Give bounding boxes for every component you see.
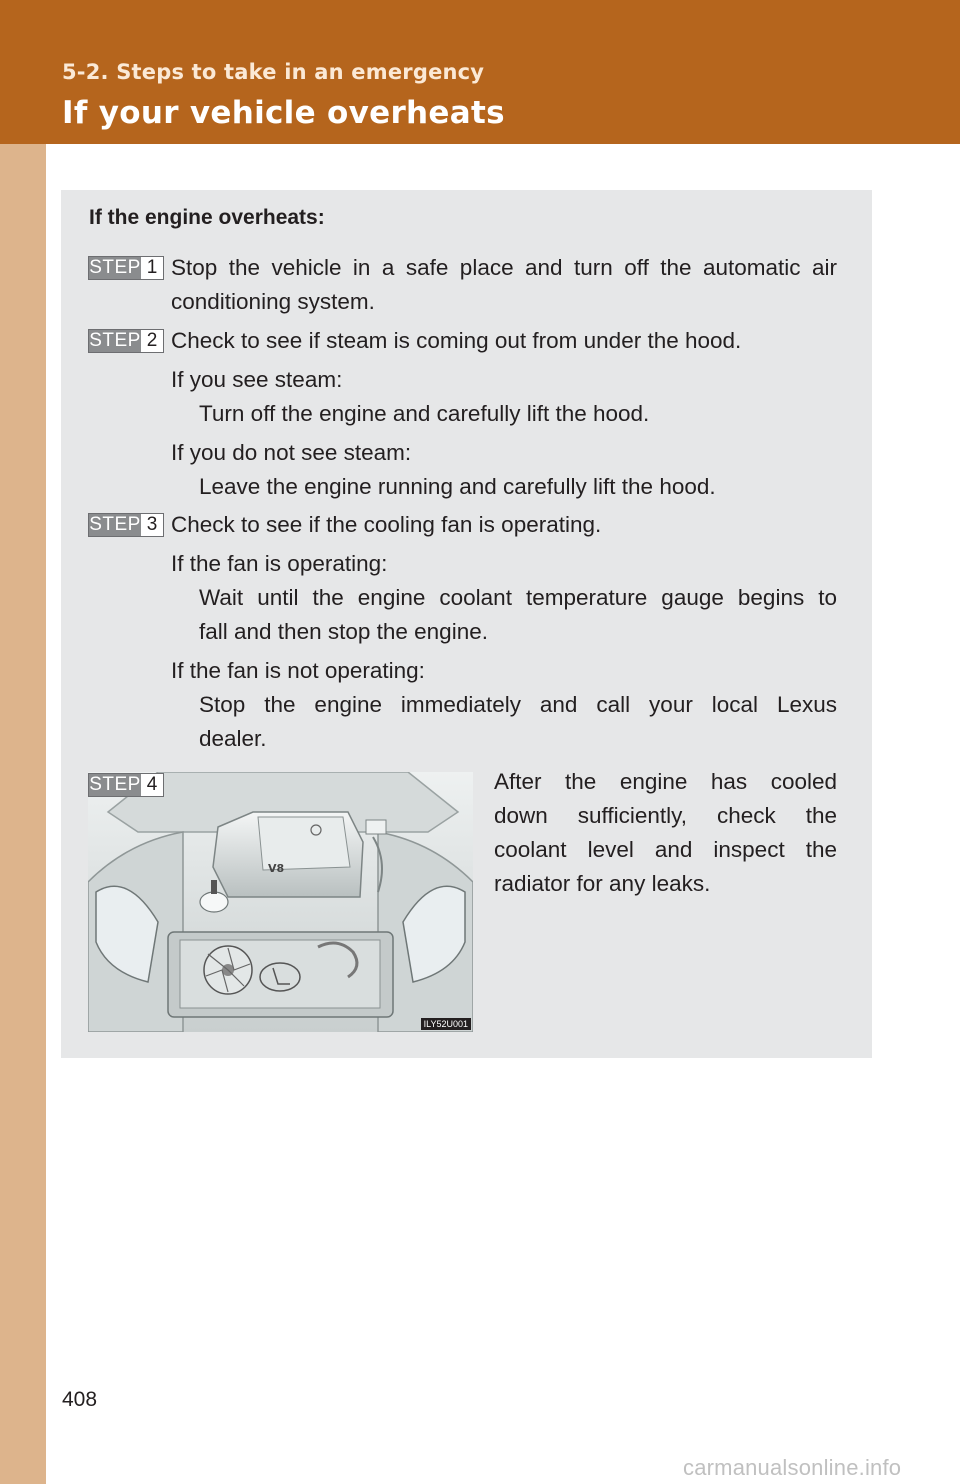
step-4-line-2: down sufficiently, check the [494, 803, 837, 828]
step-label: STEP [89, 330, 141, 351]
step-number: 1 [146, 257, 158, 278]
intro-heading: If the engine overheats: [89, 206, 325, 229]
page-title: If your vehicle overheats [62, 95, 505, 131]
step-label: STEP [89, 257, 141, 278]
engine-bay-drawing [88, 772, 473, 1032]
watermark: carmanualsonline.info [683, 1455, 902, 1480]
step-badge-1 [88, 256, 164, 280]
step-3-text: Check to see if the cooling fan is operating. [171, 512, 602, 537]
engine-badge: V8 [268, 862, 285, 875]
section-label: 5-2. Steps to take in an emergency [62, 60, 485, 84]
step-label: STEP [89, 774, 141, 795]
step-number: 3 [146, 514, 158, 535]
step-4-line-3: coolant level and inspect the [494, 837, 837, 862]
step-1-line-1: Stop the vehicle in a safe place and turn off the automatic air [171, 255, 837, 280]
step-badge-3 [88, 513, 164, 537]
step-number: 4 [146, 774, 158, 795]
step-3-case-2-condition: If the fan is not operating: [171, 658, 425, 683]
step-number: 2 [146, 330, 158, 351]
step-2-text: Check to see if steam is coming out from under the hood. [171, 328, 742, 353]
step-3-case-1-action-line-2: fall and then stop the engine. [199, 619, 488, 644]
illustration-code: ILY52U001 [421, 1018, 471, 1030]
step-2-case-2-condition: If you do not see steam: [171, 440, 412, 465]
step-3-case-1-action-line-1: Wait until the engine coolant temperature gauge begins to [199, 585, 837, 610]
step-3-case-2-action-line-2: dealer. [199, 726, 267, 751]
step-2-case-1-condition: If you see steam: [171, 367, 343, 392]
page-number: 408 [62, 1388, 98, 1411]
step-badge-4 [88, 773, 164, 797]
step-4-line-4: radiator for any leaks. [494, 871, 711, 896]
step-2-case-2-action: Leave the engine running and carefully lift the hood. [199, 474, 716, 499]
step-1-line-2: conditioning system. [171, 289, 375, 314]
step-3-case-2-action-line-1: Stop the engine immediately and call your local Lexus [199, 692, 837, 717]
side-margin-band [0, 144, 46, 1484]
step-badge-2 [88, 329, 164, 353]
step-3-case-1-condition: If the fan is operating: [171, 551, 388, 576]
page-header [0, 0, 960, 144]
step-2-case-1-action: Turn off the engine and carefully lift the hood. [199, 401, 650, 426]
engine-bay-illustration [88, 772, 473, 1032]
step-4-line-1: After the engine has cooled [494, 769, 837, 794]
step-label: STEP [89, 514, 141, 535]
